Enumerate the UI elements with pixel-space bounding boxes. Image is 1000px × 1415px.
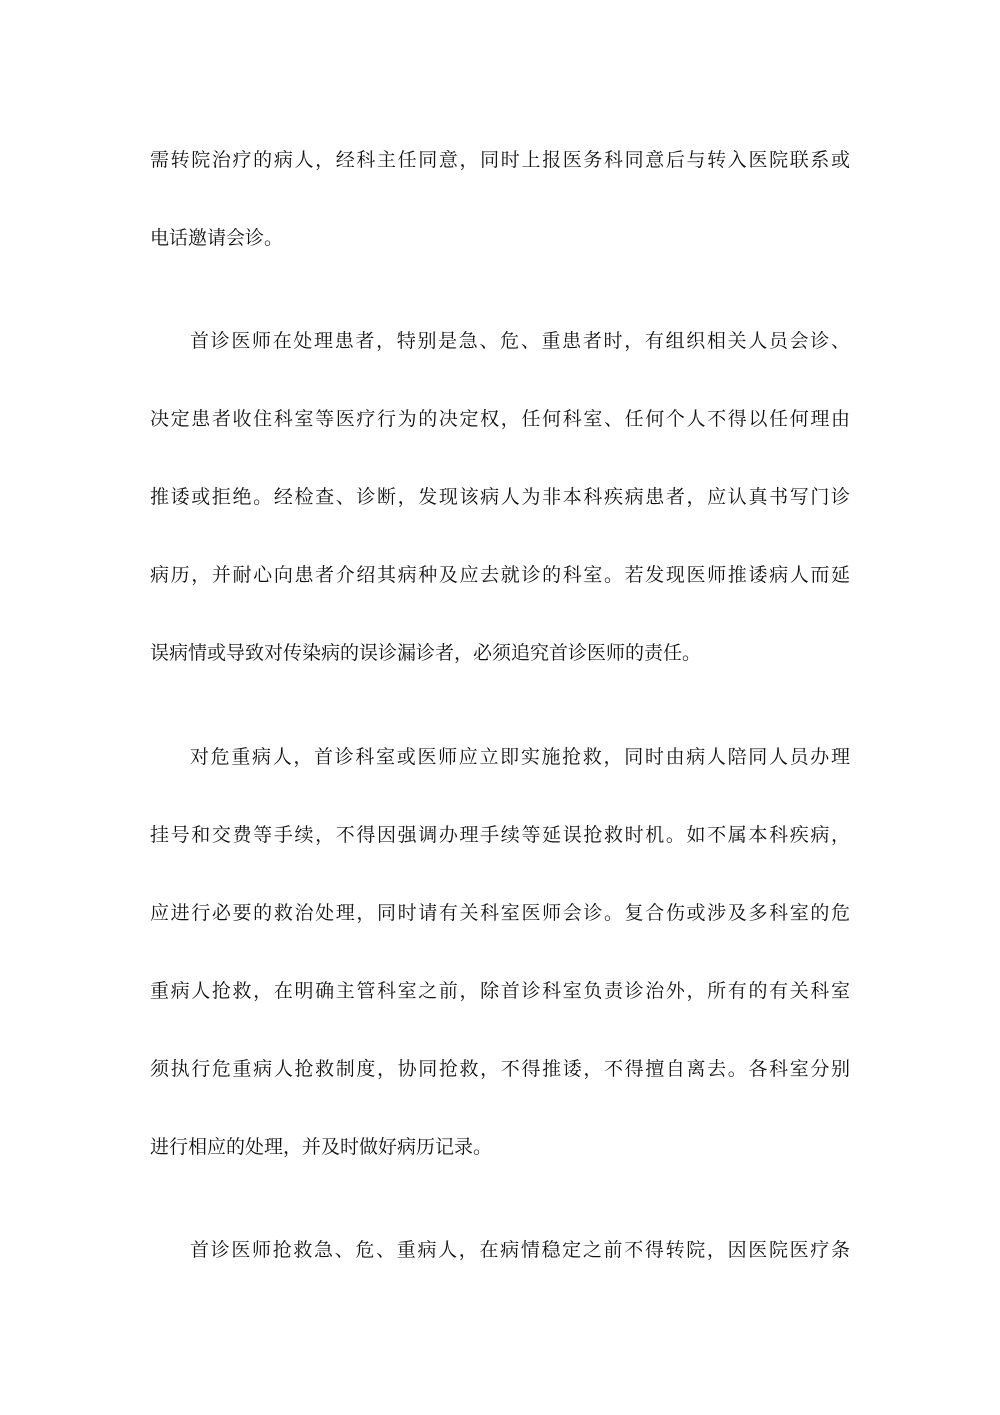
paragraph-2-line-2: 决定患者收住科室等医疗行为的决定权，任何科室、任何个人不得以任何理由 xyxy=(150,408,850,430)
paragraph-1-line-1: 需转院治疗的病人，经科主任同意，同时上报医务科同意后与转入医院联系或 xyxy=(150,149,850,171)
paragraph-2-line-4: 病历，并耐心向患者介绍其病种及应去就诊的科室。若发现医师推诿病人而延 xyxy=(150,564,850,586)
paragraph-3-line-6: 进行相应的处理，并及时做好病历记录。 xyxy=(150,1136,493,1158)
paragraph-4-line-1: 首诊医师抢救急、危、重病人，在病情稳定之前不得转院，因医院医疗条 xyxy=(190,1239,850,1261)
paragraph-1-line-2: 电话邀请会诊。 xyxy=(150,227,284,249)
paragraph-3-line-5: 须执行危重病人抢救制度，协同抢救，不得推诿，不得擅自离去。各科室分别 xyxy=(150,1058,850,1080)
paragraph-3-line-3: 应进行必要的救治处理，同时请有关科室医师会诊。复合伤或涉及多科室的危 xyxy=(150,902,850,924)
paragraph-3-line-2: 挂号和交费等手续，不得因强调办理手续等延误抢救时机。如不属本科疾病， xyxy=(150,824,850,846)
paragraph-3-line-4: 重病人抢救，在明确主管科室之前，除首诊科室负责诊治外，所有的有关科室 xyxy=(150,980,850,1002)
paragraph-2-line-5: 误病情或导致对传染病的误诊漏诊者，必须追究首诊医师的责任。 xyxy=(150,642,702,664)
paragraph-2-line-1: 首诊医师在处理患者，特别是急、危、重患者时，有组织相关人员会诊、 xyxy=(190,330,850,352)
paragraph-2-line-3: 推诿或拒绝。经检查、诊断，发现该病人为非本科疾病患者，应认真书写门诊 xyxy=(150,486,850,508)
paragraph-3-line-1: 对危重病人，首诊科室或医师应立即实施抢救，同时由病人陪同人员办理 xyxy=(190,746,850,768)
